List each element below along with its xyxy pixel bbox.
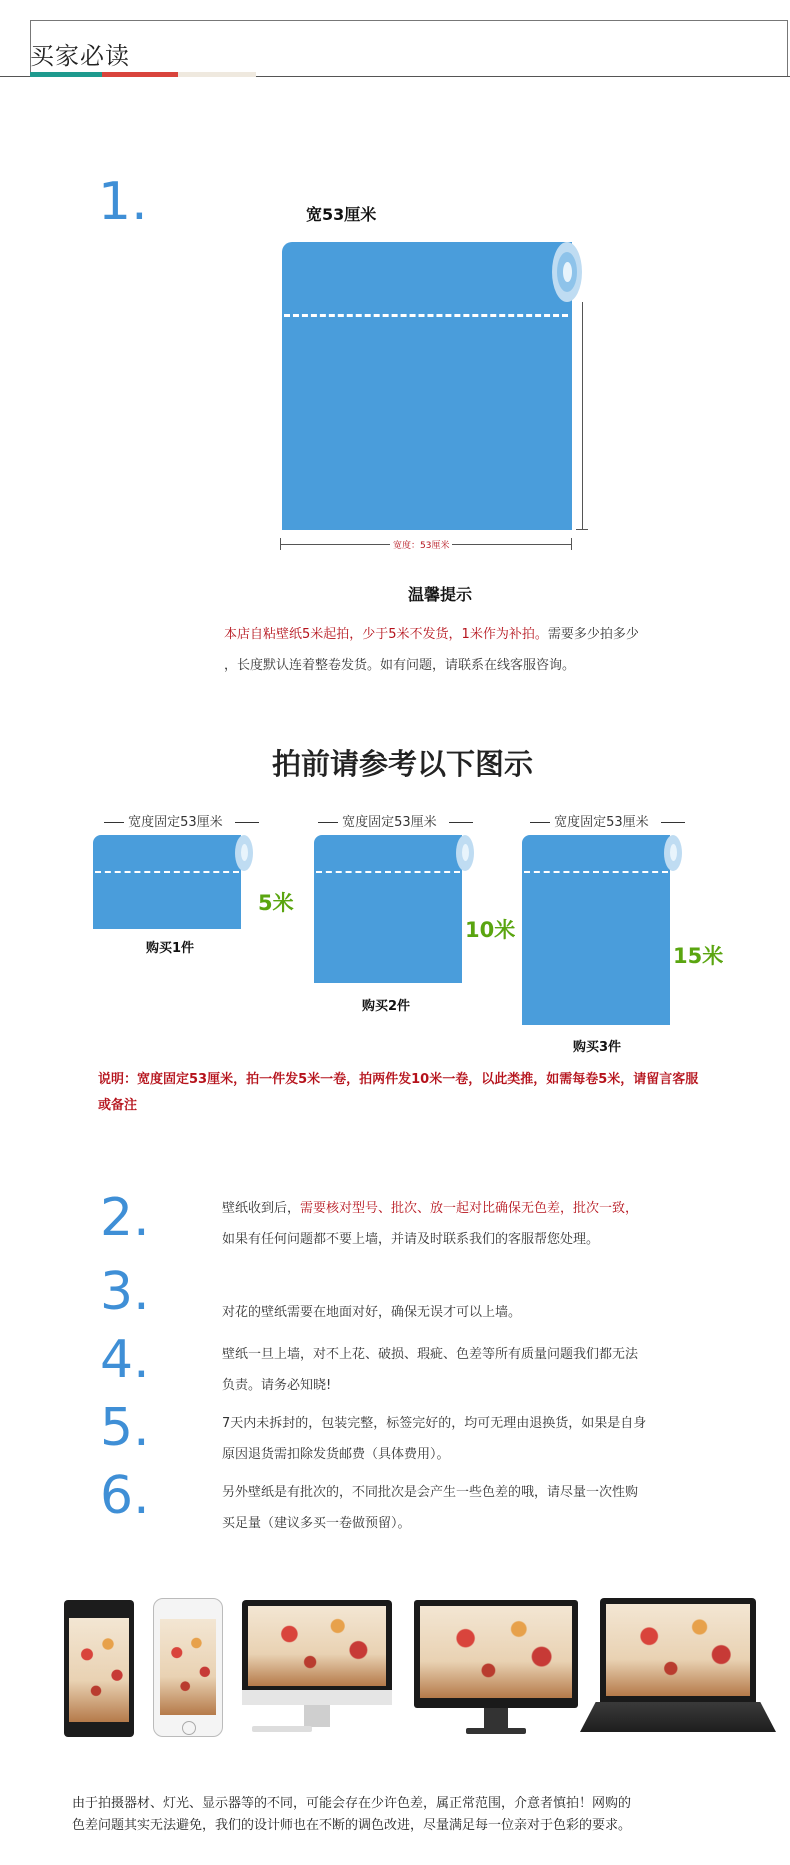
step2-line-2: 如果有任何问题都不要上墙，并请及时联系我们的客服帮您处理。 bbox=[222, 1232, 600, 1247]
footer-line-1: 由于拍摄器材、灯光、显示器等的不同，可能会存在少许色差，属正常范围，介意者慎拍！网购的 bbox=[72, 1796, 632, 1811]
tip-title: 温馨提示 bbox=[408, 585, 473, 604]
roll3-caption: 购买3件 bbox=[573, 1040, 622, 1055]
width-label: 宽53厘米 bbox=[306, 205, 377, 224]
roll3-core bbox=[670, 844, 677, 861]
imac-stand bbox=[304, 1705, 330, 1727]
step5-line-1: 7天内未拆封的，包装完整，标签完好的，均可无理由退换货，如果是自身 bbox=[222, 1416, 647, 1431]
step6-line-2: 买足量（建议多买一卷做预留）。 bbox=[222, 1516, 411, 1531]
android-phone-image bbox=[64, 1600, 134, 1737]
android-phone-screen bbox=[69, 1618, 129, 1722]
cut-dashed-line bbox=[284, 314, 568, 317]
reference-title: 拍前请参考以下图示 bbox=[272, 747, 534, 781]
imac-keyboard bbox=[252, 1726, 312, 1732]
roll1-sheet bbox=[93, 835, 241, 929]
wallpaper-roll-diagram bbox=[280, 242, 600, 532]
acer-laptop-image bbox=[580, 1598, 776, 1738]
step-number-2: 2. bbox=[100, 1188, 150, 1248]
imac-image bbox=[242, 1600, 392, 1738]
step-number-4: 4. bbox=[100, 1330, 150, 1390]
step4-line-1: 壁纸一旦上墙，对不上花、破损、瑕疵、色差等所有质量问题我们都无法 bbox=[222, 1347, 639, 1362]
width-measure-tick-left bbox=[280, 538, 281, 550]
acer-laptop-keyboard bbox=[580, 1702, 776, 1732]
roll3-diagram bbox=[522, 835, 686, 1025]
roll1-core bbox=[241, 844, 248, 861]
footer-line-2: 色差问题其实无法避免，我们的设计师也在不断的调色改进，尽量满足每一位亲对于色彩的要求。 bbox=[72, 1818, 632, 1833]
step6-line-1: 另外壁纸是有批次的，不同批次是会产生一些色差的哦，请尽量一次性购 bbox=[222, 1485, 639, 1500]
step-number-5: 5. bbox=[100, 1398, 150, 1458]
step2-line-1: 壁纸收到后，需要核对型号、批次、放一起对比确保无色差，批次一致， bbox=[222, 1201, 639, 1216]
imac-screen bbox=[248, 1606, 386, 1686]
iphone-home-button bbox=[182, 1721, 196, 1735]
step5-line-2: 原因退货需扣除发货邮费（具体费用）。 bbox=[222, 1447, 450, 1462]
imac-chin bbox=[242, 1690, 392, 1705]
header-accent-teal bbox=[30, 72, 102, 77]
step3-line-1: 对花的壁纸需要在地面对好，确保无误才可以上墙。 bbox=[222, 1305, 522, 1320]
height-measure-tick bbox=[576, 529, 588, 530]
hp-monitor-screen bbox=[420, 1606, 572, 1698]
roll2-width-label: 宽度固定53厘米 bbox=[318, 811, 473, 830]
roll1-length: 5米 bbox=[258, 891, 294, 915]
roll2-diagram bbox=[314, 835, 478, 983]
acer-laptop-screen bbox=[606, 1604, 750, 1696]
step4-line-2: 负责。请务必知晓! bbox=[222, 1378, 332, 1393]
header-frame bbox=[30, 20, 788, 77]
tip-line-1: 本店自粘壁纸5米起拍，少于5米不发货，1米作为补拍。需要多少拍多少 bbox=[224, 627, 639, 642]
hp-monitor-stand bbox=[484, 1708, 508, 1728]
tip-line-2: ，长度默认连着整卷发货。如有问题，请联系在线客服咨询。 bbox=[224, 658, 576, 673]
width-measure-label: 宽度：53厘米 bbox=[390, 538, 452, 551]
roll3-width-label: 宽度固定53厘米 bbox=[530, 811, 685, 830]
roll3-length: 15米 bbox=[673, 944, 724, 968]
roll2-dashed-line bbox=[316, 871, 460, 873]
hp-monitor-base bbox=[466, 1728, 526, 1734]
roll-core bbox=[563, 262, 572, 282]
iphone-image bbox=[153, 1598, 223, 1737]
header-accent-beige bbox=[178, 72, 256, 77]
roll1-diagram bbox=[93, 835, 257, 929]
roll3-sheet bbox=[522, 835, 670, 1025]
reference-note-line-1: 说明：宽度固定53厘米，拍一件发5米一卷，拍两件发10米一卷，以此类推，如需每卷5米，请留言客服 bbox=[98, 1072, 699, 1087]
hp-monitor-image bbox=[414, 1600, 578, 1738]
step-number-1: 1. bbox=[98, 172, 148, 232]
step-number-3: 3. bbox=[100, 1262, 150, 1322]
roll1-caption: 购买1件 bbox=[146, 941, 195, 956]
roll-sheet bbox=[282, 242, 572, 530]
step-number-6: 6. bbox=[100, 1466, 150, 1526]
height-measure-line bbox=[582, 302, 583, 530]
width-measure-tick-right bbox=[571, 538, 572, 550]
roll1-width-label: 宽度固定53厘米 bbox=[104, 811, 259, 830]
roll2-core bbox=[462, 844, 469, 861]
page-title: 买家必读 bbox=[30, 42, 130, 70]
reference-note-line-2: 或备注 bbox=[98, 1098, 138, 1113]
roll2-caption: 购买2件 bbox=[362, 999, 411, 1014]
roll2-sheet bbox=[314, 835, 462, 983]
roll3-dashed-line bbox=[524, 871, 668, 873]
roll1-dashed-line bbox=[95, 871, 239, 873]
header-accent-red bbox=[102, 72, 178, 77]
iphone-screen bbox=[160, 1619, 216, 1715]
roll2-length: 10米 bbox=[465, 918, 516, 942]
